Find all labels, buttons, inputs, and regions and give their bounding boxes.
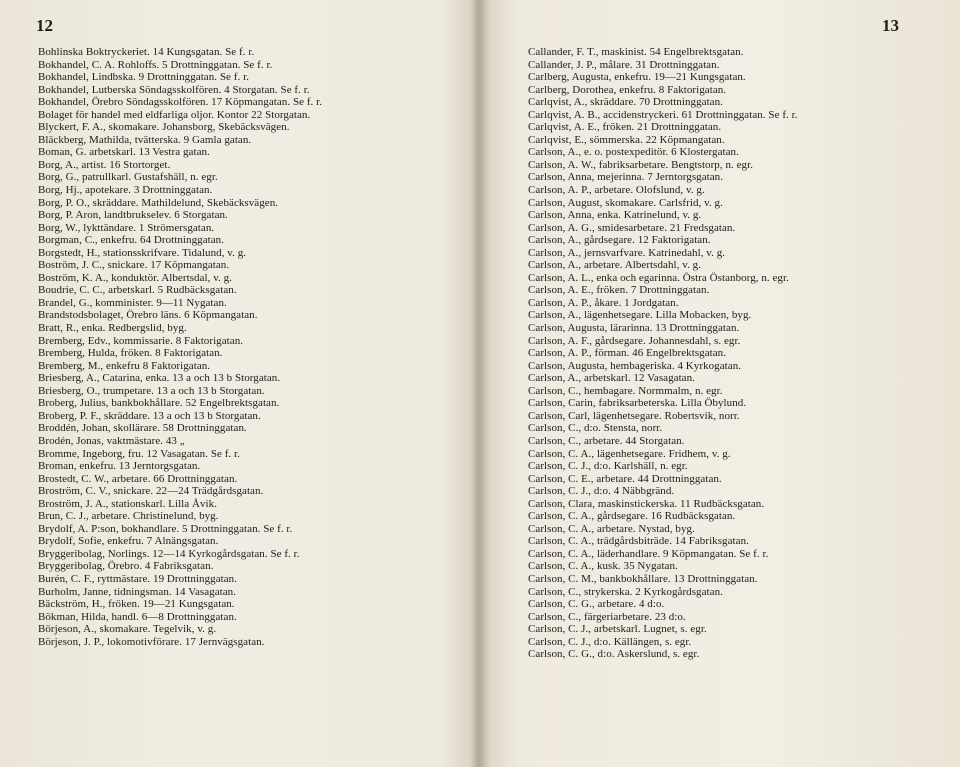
directory-entry: Broberg, P. F., skräddare. 13 a och 13 b Storgatan.: [38, 409, 261, 422]
directory-entry: Carlson, C. A., arbetare. Nystad, byg.: [528, 522, 695, 535]
directory-entry: Carlson, C., arbetare. 44 Storgatan.: [528, 434, 685, 447]
directory-entry: Burholm, Janne, tidningsman. 14 Vasagatan.: [38, 585, 237, 598]
directory-entry: Carlson, A., arbetskarl. 12 Vasagatan.: [528, 372, 695, 385]
directory-entry: Carlberg, Augusta, enkefru. 19—21 Kungsgatan.: [528, 71, 746, 84]
directory-entry: Borg, Hj., apotekare. 3 Drottninggatan.: [38, 184, 213, 197]
directory-entry: Bolaget för handel med eldfarliga oljor. Kontor 22 Storgatan.: [38, 108, 311, 121]
directory-entry: Bryggeribolag, Norlings. 12—14 Kyrkogårdsgatan. Se f. r.: [38, 547, 300, 560]
directory-entry: Carlson, A. P., arbetare. Olofslund, v. g.: [528, 184, 705, 197]
directory-entry: Carlqvist, A., skräddare. 70 Drottninggatan.: [528, 96, 723, 109]
right-page: [482, 0, 960, 767]
directory-entry: Bohlinska Boktryckeriet. 14 Kungsgatan. Se f. r.: [38, 46, 255, 58]
directory-entry: Borgstedt, H., stationsskrifvare. Tidalund, v. g.: [38, 246, 247, 259]
directory-entry: Bryggeribolag, Örebro. 4 Fabriksgatan.: [38, 560, 214, 573]
directory-entry: Carlson, C., hembagare. Normmalm, n. egr.: [528, 384, 723, 397]
directory-entry: Brandstodsbolaget, Örebro läns. 6 Köpmangatan.: [38, 309, 258, 322]
directory-entry: Carlqvist, A. E., fröken. 21 Drottninggatan.: [528, 121, 722, 134]
directory-entry: Carlson, A. W., fabriksarbetare. Bengtstorp, n. egr.: [528, 158, 754, 171]
directory-entry: Bratt, R., enka. Redbergslid, byg.: [38, 322, 187, 335]
directory-entry: Borg, P. Aron, landtbrukselev. 6 Storgatan.: [38, 209, 228, 222]
directory-entry: Carlson, C. J., d:o. 4 Näbbgränd.: [528, 485, 675, 498]
directory-entry: Brydolf, Sofie, enkefru. 7 Alnängsgatan.: [38, 535, 219, 548]
directory-entry: Bokhandel, Lindbska. 9 Drottninggatan. Se f. r.: [38, 71, 250, 84]
directory-entry: Carlson, C. A., trädgårdsbiträde. 14 Fabriksgatan.: [528, 535, 749, 548]
directory-entry: Carlson, C. A., läderhandlare. 9 Köpmangatan. Se f. r.: [528, 547, 769, 560]
directory-entry: Bremberg, Hulda, fröken. 8 Faktorigatan.: [38, 347, 223, 360]
directory-entry: Carlson, Augusta, hembageriska. 4 Kyrkogatan.: [528, 359, 742, 372]
directory-entry: Brandel, G., komminister. 9—11 Nygatan.: [38, 296, 227, 309]
page-number: 12: [36, 16, 53, 35]
directory-entry: Carlson, C. E., arbetare. 44 Drottninggatan.: [528, 472, 722, 485]
directory-entry: Brostedt, C. W., arbetare. 66 Drottninggatan.: [38, 472, 238, 485]
directory-entry: Carlson, C. A., lägenhetsegare. Fridhem, v. g.: [528, 447, 731, 460]
directory-entry: Carlson, A. F., gårdsegare. Johannesdahl, s. egr.: [528, 334, 741, 347]
directory-entry: Carlson, C. G., d:o. Askerslund, s. egr.: [528, 648, 700, 661]
directory-entry: Carlson, A., e. o. postexpeditör. 6 Klostergatan.: [528, 146, 739, 159]
directory-entry: Boström, K. A., konduktör. Albertsdal, v. g.: [38, 271, 232, 284]
directory-entry: Carlson, C., färgeriarbetare. 23 d:o.: [528, 610, 686, 623]
directory-entry: Blyckert, F. A., skomakare. Johansborg, Skebäcksvägen.: [38, 121, 290, 134]
directory-entry: Boudrie, C. C., arbetskarl. 5 Rudbäcksgatan.: [38, 284, 237, 297]
directory-list: [528, 46, 958, 661]
directory-entry: Bokhandel, C. A. Rohloffs. 5 Drottninggatan. Se f. r.: [38, 58, 273, 71]
directory-list: [38, 46, 474, 648]
directory-entry: Bremberg, Edv., kommissarie. 8 Faktorigatan.: [38, 334, 244, 347]
directory-entry: Carlson, A., arbetare. Albertsdahl, v. g.: [528, 259, 702, 272]
directory-entry: Broström, C. V., snickare. 22—24 Trädgårdsgatan.: [38, 485, 264, 498]
directory-entry: Borg, G., patrullkarl. Gustafshäll, n. egr.: [38, 171, 218, 184]
directory-entry: Carlson, Clara, maskinstickerska. 11 Rudbäcksgatan.: [528, 497, 765, 510]
directory-entry: Callander, J. P., målare. 31 Drottninggatan.: [528, 58, 720, 71]
directory-entry: Carlson, Anna, mejerinna. 7 Jerntorgsgatan.: [528, 171, 724, 184]
directory-entry: Carlson, Augusta, lärarinna. 13 Drottninggatan.: [528, 322, 740, 335]
directory-entry: Bokhandel, Lutberska Söndagsskolfören. 4 Storgatan. Se f. r.: [38, 83, 310, 96]
directory-entry: Carlson, A., gårdsegare. 12 Faktorigatan.: [528, 234, 711, 247]
directory-entry: Börjeson, A., skomakare. Tegelvik, v. g.: [38, 623, 217, 636]
directory-entry: Bläckberg, Mathilda, tvätterska. 9 Gamla gatan.: [38, 133, 252, 146]
directory-entry: Broddén, Johan, skollärare. 58 Drottninggatan.: [38, 422, 247, 435]
directory-entry: Carlson, August, skomakare. Carlsfrid, v. g.: [528, 196, 723, 209]
directory-entry: Carlberg, Dorothea, enkefru. 8 Faktorigatan.: [528, 83, 727, 96]
directory-entry: Carlson, C., strykerska. 2 Kyrkogårdsgatan.: [528, 585, 723, 598]
directory-entry: Borg, P. O., skräddare. Mathildelund, Skebäcksvägen.: [38, 196, 279, 209]
directory-entry: Carlson, A., lägenhetsegare. Lilla Mobacken, byg.: [528, 309, 752, 322]
directory-entry: Broman, enkefru. 13 Jerntorgsgatan.: [38, 460, 201, 473]
directory-entry: Carlson, C. J., d:o. Källängen, s. egr.: [528, 635, 692, 648]
directory-entry: Callander, F. T., maskinist. 54 Engelbrektsgatan.: [528, 46, 744, 58]
directory-entry: Carlson, C. A., gårdsegare. 16 Rudbäcksgatan.: [528, 510, 736, 523]
directory-entry: Carlson, C. J., arbetskarl. Lugnet, s. egr.: [528, 623, 707, 636]
directory-entry: Brydolf, A. P:son, bokhandlare. 5 Drottninggatan. Se f. r.: [38, 522, 293, 535]
page-number: 13: [882, 16, 899, 35]
directory-entry: Bäckström, H., fröken. 19—21 Kungsgatan.: [38, 598, 235, 611]
directory-entry: Carlson, A., jernsvarfvare. Katrinedahl, v. g.: [528, 246, 726, 259]
directory-entry: Briesberg, O., trumpetare. 13 a och 13 b Storgatan.: [38, 384, 265, 397]
directory-entry: Carlson, C. A., kusk. 35 Nygatan.: [528, 560, 678, 573]
directory-entry: Carlson, C., d:o. Stensta, norr.: [528, 422, 663, 435]
directory-entry: Carlson, C. M., bankbokhållare. 13 Drottninggatan.: [528, 572, 758, 585]
directory-entry: Boström, J. C., snickare. 17 Köpmangatan.: [38, 259, 230, 272]
directory-entry: Borgman, C., enkefru. 64 Drottninggatan.: [38, 234, 225, 247]
directory-entry: Carlson, A. G., smidesarbetare. 21 Fredsgatan.: [528, 221, 736, 234]
directory-entry: Carlson, A. L., enka och egarinna. Östra Östanborg, n. egr.: [528, 271, 789, 284]
directory-entry: Carlson, A. E., fröken. 7 Drottninggatan.: [528, 284, 710, 297]
directory-entry: Boman, G. arbetskarl. 13 Vestra gatan.: [38, 146, 210, 159]
directory-entry: Bokhandel, Örebro Söndagsskolfören. 17 Köpmangatan. Se f. r.: [38, 96, 323, 109]
directory-entry: Broström, J. A., stationskarl. Lilla Åvik.: [38, 497, 218, 510]
directory-entry: Burén, C. F., ryttmästare. 19 Drottninggatan.: [38, 572, 238, 585]
directory-entry: Brun, C. J., arbetare. Christinelund, byg.: [38, 510, 219, 523]
directory-entry: Bökman, Hilda, handl. 6—8 Drottninggatan.: [38, 610, 237, 623]
directory-entry: Brodén, Jonas, vaktmästare. 43 „: [38, 434, 185, 447]
directory-entry: Broberg, Julius, bankbokhållare. 52 Engelbrektsgatan.: [38, 397, 280, 410]
directory-entry: Carlson, A. P., förman. 46 Engelbrektsgatan.: [528, 347, 727, 360]
directory-entry: Bromme, Ingeborg, fru. 12 Vasagatan. Se f. r.: [38, 447, 240, 460]
directory-entry: Carlson, Carin, fabriksarbeterska. Lilla Öbylund.: [528, 397, 747, 410]
directory-entry: Carlqvist, A. B., accidenstryckeri. 61 Drottninggatan. Se f. r.: [528, 108, 798, 121]
directory-entry: Carlson, C. G., arbetare. 4 d:o.: [528, 598, 665, 611]
directory-entry: Carlson, Anna, enka. Katrinelund, v. g.: [528, 209, 702, 222]
directory-entry: Carlqvist, E., sömmerska. 22 Köpmangatan.: [528, 133, 725, 146]
directory-entry: Carlson, C. J., d:o. Karlshäll, n. egr.: [528, 460, 688, 473]
left-page: [0, 0, 478, 767]
directory-entry: Bremberg, M., enkefru 8 Faktorigatan.: [38, 359, 211, 372]
directory-entry: Briesberg, A., Catarina, enka. 13 a och 13 b Storgatan.: [38, 372, 281, 385]
directory-entry: Carlson, A. P., åkare. 1 Jordgatan.: [528, 296, 679, 309]
directory-entry: Borg, A., artist. 16 Stortorget.: [38, 158, 171, 171]
directory-entry: Borg, W., lykttändare. 1 Strömersgatan.: [38, 221, 215, 234]
directory-entry: Carlson, Carl, lägenhetsegare. Robertsvik, norr.: [528, 409, 740, 422]
directory-entry: Börjeson, J. P., lokomotivförare. 17 Jernvägsgatan.: [38, 635, 265, 648]
